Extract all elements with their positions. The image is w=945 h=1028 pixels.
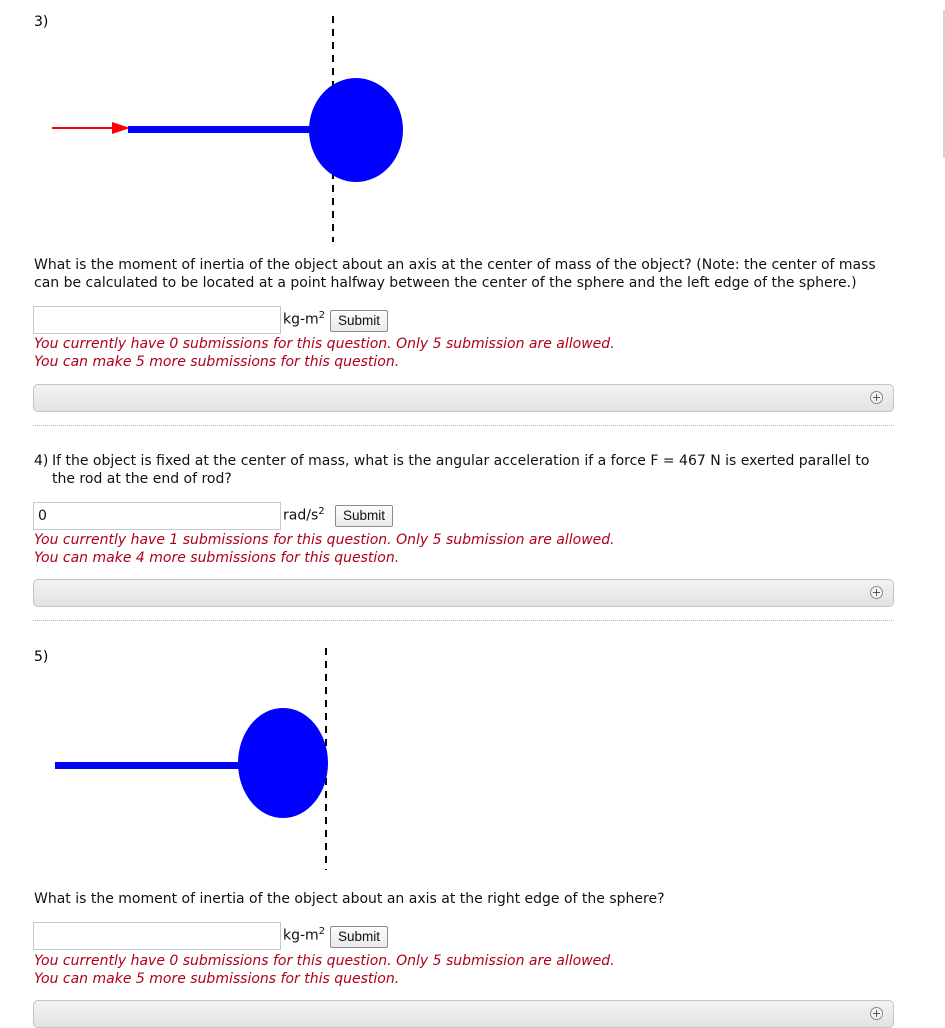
divider bbox=[33, 425, 894, 426]
question-3-remaining-message: You can make 5 more submissions for this question. bbox=[34, 354, 400, 370]
sphere bbox=[309, 78, 403, 182]
question-4-expand-bar[interactable] bbox=[33, 579, 894, 607]
question-4-remaining-message: You can make 4 more submissions for this question. bbox=[34, 550, 400, 566]
question-5-remaining-message: You can make 5 more submissions for this question. bbox=[34, 971, 400, 987]
question-4-unit: rad/$s^2$ bbox=[283, 506, 325, 524]
plus-circle-icon[interactable] bbox=[870, 586, 883, 599]
question-5-submissions-message: You currently have 0 submissions for this question. Only 5 submission are allowed. bbox=[34, 953, 615, 969]
question-3-diagram bbox=[40, 10, 420, 245]
divider bbox=[33, 620, 894, 621]
question-4-submit-button[interactable]: Submit bbox=[335, 505, 393, 527]
question-4-question: If the object is fixed at the center of mass, what is the angular acceleration if a force F = 467 N is exerted parallel to the rod at the end of rod? bbox=[52, 453, 870, 487]
question-3-expand-bar[interactable] bbox=[33, 384, 894, 412]
question-5-text: What is the moment of inertia of the object about an axis at the right edge of the sphere? bbox=[34, 891, 665, 907]
question-3-number: 3) bbox=[34, 14, 49, 30]
question-3-answer-input[interactable] bbox=[33, 306, 281, 334]
question-5-submit-button[interactable]: Submit bbox=[330, 926, 388, 948]
question-3-text: What is the moment of inertia of the object about an axis at the center of mass of the object? (Note: the center of mass can be calculated to be located at a point halfway between the center of the sphere and the left edge of the sphere.) bbox=[34, 257, 876, 291]
force-arrow-icon bbox=[112, 122, 130, 134]
question-4-text-block bbox=[34, 452, 894, 470]
question-5-diagram bbox=[40, 642, 370, 874]
plus-circle-icon[interactable] bbox=[870, 1007, 883, 1020]
question-4-number: 4) bbox=[34, 453, 49, 469]
question-5-answer-input[interactable] bbox=[33, 922, 281, 950]
plus-circle-icon[interactable] bbox=[870, 391, 883, 404]
question-5-number: 5) bbox=[34, 649, 49, 665]
question-3-submit-button[interactable]: Submit bbox=[330, 310, 388, 332]
question-5-unit: $kg-m^2$ bbox=[283, 926, 326, 944]
question-4-answer-input[interactable] bbox=[33, 502, 281, 530]
sphere bbox=[238, 708, 328, 818]
question-3-submissions-message: You currently have 0 submissions for this question. Only 5 submission are allowed. bbox=[34, 336, 615, 352]
question-3-unit: $kg-m^2$ bbox=[283, 310, 326, 328]
question-4-submissions-message: You currently have 1 submissions for this question. Only 5 submission are allowed. bbox=[34, 532, 615, 548]
